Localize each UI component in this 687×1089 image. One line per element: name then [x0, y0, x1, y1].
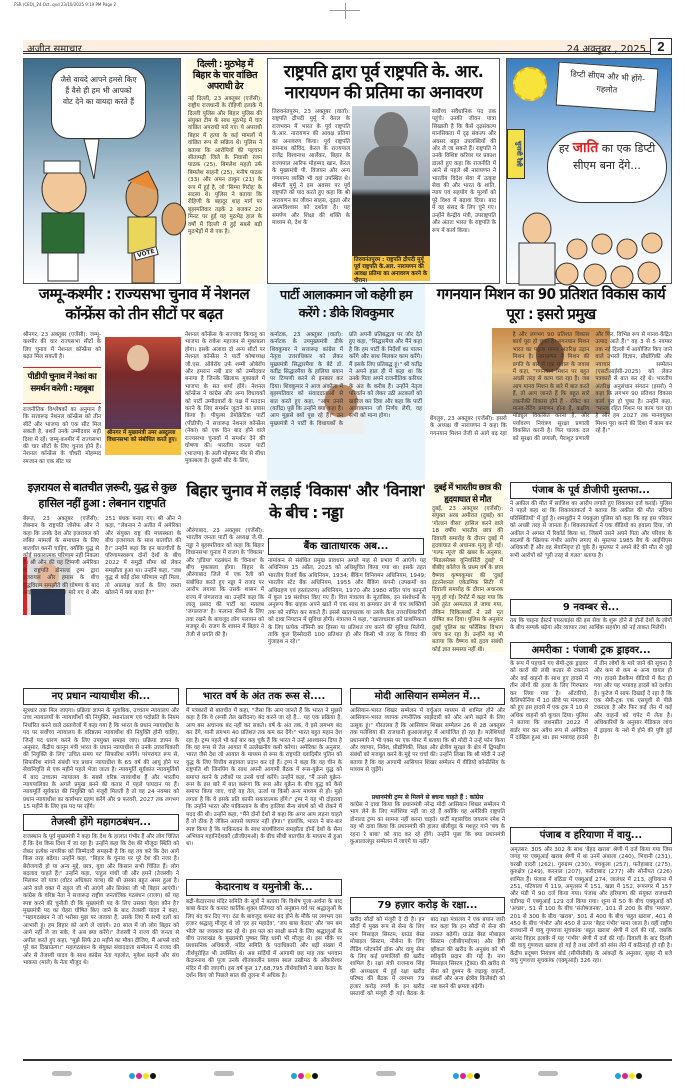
section-heading: बैंक खाताधारक अब...: [268, 538, 424, 555]
rally-banner: चुनावी रैली: [507, 129, 525, 179]
crowd-illustration: [507, 199, 673, 285]
speech-bubble: हर जाति का एक डिप्टी सीएम बना देंगे...: [547, 131, 667, 203]
page-header: [23, 40, 672, 54]
cartoon-left: [23, 58, 181, 284]
article-body: खरीद सौदों को मंजूरी दे दी है। इन सौदों में मुख्य रूप से सेना के लिए नाग मिसाइल सिस्टम, ग्राउंड बेस्ड मोबाइल सिस्टम, नौसेना के लिए लैंडिंग प्लेटफॉर्म डॉक और वायु सेना के लिए कई प्रणालियों की खरीद शामिल है। रक्षा मंत्री राजनाथ सिंह की अध्यक्षता में हुई रक्षा खरीद परिषद की बैठक में लगभग 79 हजार करोड़ रुपये के इन खरीद प्रस्तावों को मंजूरी दी गई। बैठक के बाद रक्षा मंत्रालय ने एक बयान जारी कर कहा कि इन सौदों से सेना की ताकत बढ़ेगी। ग्राउंड बेस्ड मोबाइल सिस्टम (जीबीएमईएस) और हैवी व्हीकल की खरीद के अनुबंध को भी स्वीकृति प्रदान की गई है। नाग मिसाइल सिस्टम (ट्रैक्ड) की खरीद से सेना को दुश्मन के लड़ाकू वाहनों, बंकरों और अन्य क्षेत्रीय किलेबंदी को नष्ट करने की क्षमता बढ़ेगी।: [350, 917, 505, 998]
headline-board: डिप्टी सीएम और भी होंगे- गहलोत: [556, 62, 659, 113]
article-body: कांग्रेस ने दावा किया कि प्रधानमंत्री नरेन्द्र मोदी आसियान शिखर सम्मेलन में भाग लेने के लिए मलेशिया नहीं जा रहे हैं क्योंकि वह अमेरिकी राष्ट्रपति डोनाल्ड ट्रम्प का सामना नहीं करना चाहते। पार्टी महासचिव जयराम रमेश ने यह भी दावा किया कि प्रधानमंत्री की हालत बॉलीवुड के मशहूर गाने 'बच के रहना रे बाबा' को याद कर रहे होंगे। उन्होंने पूछा कि क्या प्रधानमंत्री कुआलालंपुर सम्मेलन में जाएंगे या नहीं?: [350, 802, 505, 846]
article-body: तिरुवनंतपुरम, 23 अक्तूबर (वार्ता): राष्ट्रपति द्रौपदी मुर्मू ने केरल के राजभवन में भारत के पूर्व राष्ट्रपति के.आर. नारायणन की आवक्ष प्रतिमा का अनावरण किया। पूर्व राष्ट्रपति रामनाथ कोविंद, केरल के राज्यपाल राजेंद्र विश्वनाथ आर्लेकर, बिहार के राज्यपाल आरिफ मोहम्मद खान, केरल के मुख्यमंत्री पी. विजयन और अन्य गणमान्य व्यक्ति भी वहां उपस्थित थे। श्रीमती मुर्मू ने इस अवसर पर पूर्व राष्ट्रपति को याद करते हुए कहा कि श्री नारायणन का जीवन साहस, दृढ़ता और आत्मविश्वास को दर्शाता है। यह समर्पण और शिक्षा की शक्ति के माध्यम से, देश के: [272, 109, 350, 227]
subheading: प्रधानमंत्री ट्रम्प से मिलने से बचना चाहते हैं : कांग्रेस: [371, 794, 484, 801]
article-body: नई दिल्ली, 23 अक्तूबर (एजेंसी): राष्ट्रीय राजधानी के रोहिणी इलाके में दिल्ली पुलिस और बिहार पुलिस की संयुक्त टीम के साथ मुठभेड़ में चार वांछित अपराधी मारे गए। ये अपराधी बिहार में हत्या के कई मामलों में वांछित रूप से सक्रिय थे। पुलिस ने बताया कि आरोपियों की पहचान सीतामढ़ी जिले के निवासी रंजन पाठक (25), बिमलेश महतो उर्फ बिमलेश साहनी (25), मनीष पाठक (33) और अमन ठाकुर (21) के रूप में हुई है, जो 'सिग्मा गिरोह' के सदस्य थे। पुलिस ने बताया कि रोहिणी के बहादुर शाह मार्ग पर बृहस्पतिवार तड़के 2 बजकर 20 मिनट पर हुई यह मुठभेड़ हाल के वर्षों में दिल्ली में हुई सबसे बड़ी मुठभेड़ों में से एक है।: [188, 95, 262, 236]
section-heading: पंजाब के पूर्व डीजीपी मुस्तफा...: [510, 482, 672, 499]
headline: इज़रायल से बातचीत ज़रूरी, युद्ध से कुछ हासिल नहीं हुआ : लेबनान राष्ट्रपति: [27, 481, 177, 510]
article-body: आसियान-भारत शिखर सम्मेलन में वर्चुअल माध्यम से शामिल होने और आसियान-भारत व्यापक रणनीतिक साझेदारी को और आगे बढ़ाने के लिए उत्सुक हूं।" गौरतलब है कि आसियान शिखर सम्मेलन 26 से 28 अक्तूबर तक मलेशिया की राजधानी कुआलालंपुर में आयोजित हो रहा है। मलेशियाई प्रधानमंत्री ने भी एक्स पर एक पोस्ट में बताया कि श्री मोदी ने उन्हें फोन किया और व्यापार, निवेश, प्रौद्योगिकी, शिक्षा और क्षेत्रीय सुरक्षा के क्षेत्र में द्विपक्षीय संबंधों को मजबूत करने के मुद्दे पर चर्चा की। उन्होंने लिखा कि श्री मोदी ने उन्हें बताया है कि वह आगामी आसियान शिखर सम्मेलन में वीडियो कॉन्फ्रेंसिंग के माध्यम से जुड़ेंगे।: [350, 708, 505, 774]
article-body: राजस्थान के पूर्व मुख्यमंत्री ने कहा कि देश के हालात गंभीर हैं और लोग चिंतित हैं कि देश किस दिशा में जा रहा है। उन्होंने कहा कि देश की मौजूदा स्थिति को लेकर प्रत्येक नागरिक को जिम्मेदारी समझनी है कि वह तय करे कि देश आगे किस तरह बढ़ेगा। उन्होंने कहा, "बिहार के चुनाव पर पूरे देश की नजर है। बेरोजगारी हो या अन्य मुद्दे, छात्र, युवा और किसान सभी चिंतित हैं। लोग बदलाव चाहते हैं।" उन्होंने कहा, 'राहुल गांधी जी और हमने (तेजस्वी) ने मिलकर जो यात्रा (वोटर अधिकार यात्रा) की थी उसका बहुत असर हुआ है। आने वाले वक्त में राहुल जी भी आएंगे और प्रियंका जी भी बिहार आएंगी।' कांग्रेस के वरिष्ठ नेता ने सत्तारूढ़ राष्ट्रीय जनतांत्रिक गठबंधन (राजग) को यह स्पष्ट करने की चुनौती दी कि मुख्यमंत्री पद के लिए उसका चेहरा कौन है? मुख्यमंत्री पद का चेहरा घोषित किए जाने के बाद तेजस्वी यादव ने कहा, "महागठबंधन ने जो भरोसा मुझ पर जताया है, उसके लिए मैं सभी दलों का आभारी हूं। हम बिहार को आगे ले जाएंगे। 20 साल में जो लोग बिहार को आगे नहीं ले जा सके, वे अब क्या करेंगे।" तेजस्वी ने राज्य की जनता से अपील करते हुए कहा, "मुझे सिर्फ 20 महीने का मौका दीजिए, मैं आपसे वादे पूरे कर दिखाऊंगा।" महागठबंधन के संयुक्त संवाददाता सम्मेलन में राजद की ओर से तेजस्वी यादव के साथ कांग्रेस नेता गहलोत, मुकेश सहनी और संघ भाकपा (माले) के नेता मौजूद थे।: [23, 834, 179, 966]
section-heading: 9 नवम्बर से...: [510, 599, 672, 616]
article-body: सूत्रधार तक मिल जाएगा। प्रक्रिया ज्ञापन के मुताबिक, उच्चतम न्यायालय और उच्च न्यायालयों के न्यायाधीशों की नियुक्ति, स्थानांतरण एवं पदोन्नति के नियम निर्धारित करने वाले दस्तावेजों में कहा गया है कि भारत के प्रधान न्यायाधीश के पद पर सर्वोच्च न्यायालय के वरिष्ठतम न्यायाधीश की नियुक्ति होनी चाहिए, जिन्हें पद धारण करने के लिए उपयुक्त समझा जाए। प्रक्रिया ज्ञापन के अनुसार, केंद्रीय कानून मंत्री भारत के प्रधान न्यायाधीश से उनके उत्तराधिकारी की नियुक्ति के लिए 'उचित समय पर' सिफारिश मांगेंगे। परंपरागत रूप से, सिफारिश मांगने संबंधी पत्र प्रधान न्यायाधीश के 65 वर्ष की आयु होने पर सेवानिवृत्ति से एक महीने पहले भेजा जाता है। न्यायमूर्ति सूर्यकांत न्यायमूर्तियों में बाद उच्चतम न्यायालय के सबसे वरिष्ठ न्यायाधीश हैं और भारतीय न्यायपालिका के अगले प्रमुख बनने की कतार में पहले पायदान पर हैं। न्यायमूर्ति सूर्यकांत की नियुक्ति को मंजूरी मिलती है तो वह 24 नवम्बर को प्रधान न्यायाधीश का कार्यभार ग्रहण करेंगे और 9 फरवरी, 2027 तक लगभग 15 महीने के लिए इस पद पर रहेंगे।: [23, 708, 179, 811]
story-dk-shivakumar: [267, 284, 425, 480]
crop-mark: [345, 3, 346, 19]
statue-photo: [352, 106, 430, 256]
headline: जम्मू-कश्मीर : राज्यसभा चुनाव में नेशनल कॉन्फ्रेंस को तीन सीटों पर बढ़त: [38, 285, 250, 323]
article-body: दुबई, 23 अक्तूबर (एजेंसी): संयुक्त अरब अमीरात (दुबई) का 'गोल्डन वीसा' हासिल करने वाले 18 वर्षीय भारतीय छात्र की दिवाली समारोह के दौरान दुबई में हृदयाघात से अचानक मृत्यु हो गई। 'गल्फ न्यूज' की खबर के अनुसार, 'मिडलसेक्स यूनिवर्सिटी दुबई' में बीबीए कॉलेज के प्रथम वर्ष के छात्र वैष्णव कृष्णकुमार की 'दुबई इंटरनेशनल एकेडमिक सिटी' में दिवाली समारोह के दौरान अचानक मृत्यु हो गई। रिपोर्ट में कहा गया कि उसे तुरंत अस्पताल ले जाया गया, लेकिन चिकित्सकों ने उसे मृत घोषित कर दिया। पुलिस के अनुसार दुबई पुलिस का फोरेंसिक विभाग जांच कर रहा है। उन्होंने यह भी बताया कि वैष्णव को हृदय संबंधी कोई ज्ञात समस्या नहीं थी।: [432, 506, 503, 653]
story-isro-gaganyaan: [430, 284, 672, 480]
article-body: बद्री-केदारनाथ मंदिर समिति के सूत्रों ने बताया कि विशेष पूजा-अर्चना के बाद बाबा केदार के कपाट कार्तिक शुक्ल प्रतिपदा को अनुष्ठान पर्व पर श्रद्धालुओं के लिए बंद कर दिए गए। ठंड के बावजूद कपाट बंद होने के मौके पर लगभग दस हजार श्रद्धालु मौजूद थे जो 'हर हर महादेव', 'जय बाबा केदार' और 'बम बम भोले' का जयकारा कर रहे थे। इस पल का साक्षी बनने के लिए श्रद्धालुओं के बीच उत्तराखंड के मुख्यमंत्री पुष्कर सिंह धामी भी मौजूद थे। इस मौके पर प्रशासनिक अधिकारी, मंदिर समिति के पदाधिकारी और बड़ी संख्या में तीर्थपुरोहित भी उपस्थित थे। अब सर्दियों में आगामी छह माह तक भगवान केदारनाथ की पूजा उनके शीतकालीन प्रवास स्थल उखीमठ के ओंकारेश्वर मंदिर में की जाएगी। इस वर्ष कुल 17,68,795 तीर्थयात्रियों ने बाबा केदार के दर्शन किए जो पिछले साल की तुलना में अधिक है।: [186, 899, 342, 980]
omar-abdullah-photo: [105, 337, 181, 429]
section-heading: नए प्रधान न्यायाधीश की...: [23, 688, 179, 705]
article-body: श्रीनगर, 23 अक्तूबर (एजेंसी): जम्मू-कश्मीर की चार राज्यसभा सीटों के लिए चुनाव में नेशनल कॉन्फ्रेंस को बढ़त मिल सकती है।: [23, 332, 101, 361]
article-body: के रूप में पहचाने गए सेमी-ट्रक ड्राइवर को कारों की लंबी कतार से टकराने और कई वाहनों के साथ हुए हादसे में तीन लोगों की हत्या के लिए गिरफ्तार कर लिया गया है। ओंटारियो, कैलिफोर्निया में 10 फ्रीवे पर मंगलवार को हुए इस हादसे में एक ट्रक ने 10 से अधिक वाहनों को कुचल दिया। पुलिस ने बताया कि जशनप्रीत 2022 में बार्डर पार कर अवैध रूप से अमेरिका में दाखिल हुआ था। इस भयावह हादसे में तीन लोगों के मारे जाने की सूचना है और कम से कम 4 अन्य घायल हो गए। हादसे डैशकैम वीडियो में कैद हो गया और यह भयावह हादसे को दर्शाता है। फुटेज में साफ दिखाई दे रहा है कि एक सेमी-ट्रक एक एसयूवी से पीछे टकराता है और फिर कई लेन में कई और वाहनों को चपेट में लेता है। अधिकारियों के अनुसार मेडिकल जांच में ड्राइवर के नशे में होने की पुष्टि हुई है।: [510, 661, 672, 742]
headline: दुबई में भारतीय छात्र की हृदयाघात से मौत: [434, 483, 501, 505]
page-number: 2: [650, 38, 672, 55]
story-lebanon-president: [23, 480, 181, 650]
photo-caption: श्रीनगर में मुख्यमंत्री उमर अब्दुल्ला विधानसभा को संबोधित करते हुए।: [105, 429, 181, 455]
article-body-continued: सर्वोच्च संवैधानिक पद तक पहुंचे। उनकी जीवन यात्रा सिखाती है कि कैसे दृढ़संकल्प मानसिकता में दृढ़ संकल्प और अवसर बहुत उपलब्धियों की ओर ले जा सकते हैं। राष्ट्रपति ने उनके विशिष्ट करियर पर प्रकाश डालते हुए कहा कि राजनीति में आने से पहले श्री नारायणन ने भारतीय विदेश सेवा में उत्कृष्ट सेवा की और भारत के शांति, न्याय एवं सहयोग के मूल्यों को पूरे विश्व में बढ़ावा दिया। बाद में वह संसद के लिए चुने गए। उन्होंने केन्द्रीय मंत्री, उपराष्ट्रपति और अंततः भारत के राष्ट्रपति के रूप में कार्य किया।: [432, 109, 496, 234]
headline: गगनयान मिशन का 90 प्रतिशत विकास कार्य पूरा : इसरो प्रमुख: [436, 285, 666, 323]
section-heading: तेजस्वी होंगे महागठबंधन...: [23, 814, 179, 831]
section-heading: मोदी आसियान सम्मेलन में...: [350, 688, 505, 705]
highlight-word: जाति: [572, 140, 599, 156]
story-delhi-encounter: [186, 58, 264, 284]
article-body: बेरूत, 23 अक्तूबर (एजेंसी): लेबनान के राष्ट्रपति जोसेफ औन ने कहा कि उनके देश और इजरायल को लंबित मामलों के समाधान के लिए बातचीत करनी चाहिए, क्योंकि युद्ध से कोई सकारात्मक परिणाम नहीं निकला है। श्री औन की यह टिप्पणी अमेरिका के राष्ट्रपति डोनाल्ड ट्रम्प द्वारा इजरायल और हमास के बीच युद्धविराम समझौते की घोषणा के बाद आई है। 1,200 लोग मारे गए थे और 251 बंधक बनाए गए। श्री औन ने कहा, "लेबनान ने अतीत में अमेरिका और संयुक्त राष्ट्र की मध्यस्थता के बीच इजरायल के साथ बातचीत की है।" उन्होंने कहा कि इन बातचीतों के परिणामस्वरूप दोनों देशों के बीच 2022 में समुद्री सीमा को लेकर समझौता हुआ था। उन्होंने कहा, "जब युद्ध से कोई ठोस परिणाम नहीं मिला, तो अप्रत्यक्ष वार्ता के लिए रास्ता खोलने में क्या बाधा है?": [23, 516, 181, 597]
article-body: बेंगलुरु, 23 अक्तूबर (एजेंसी): इसरो के अध्यक्ष वी नारायणन ने कहा कि गगनयान मिशन तेजी से आगे बढ़ रहा है और लगभग 90 प्रतिशत विकास कार्य पूरा हो चुका है। गगनयान मिशन भारत का पहला मानव अंतरिक्ष उड़ान मिशन है। नारायणन ने मिशन की प्रगति के बारे में एक सवाल के जवाब में कहा, "गगनयान मिशन पर बहुत अच्छी तरह से काम चल रहा है। जब आप मानव मिशन के बारे में बात करते हैं, तो आप जानते हैं कि बहुत सारे तकनीकी विकास होने हैं - रॉकेट का मानव-रेटिंग प्रमाणन होना है, कक्षीय मॉड्यूल विकसित करना है, और पर्यावरण नियंत्रण सुरक्षा प्रणाली विकसित करनी है। फिर चालक दल को सुरक्षा की प्रणाली, पैराशूट प्रणाली और फिर, विभिन्न रूप से मानव-केंद्रित उत्पाद आते हैं।" वह 3 से 5 नवम्बर तक नई दिल्ली में आयोजित किए जाने वाले उभरते विज्ञान, प्रौद्योगिकी और नवाचार सम्मेलन (एसटीआईसी-2025) को लेकर पत्रकारों से बात कर रहे थे। भारतीय अंतरिक्ष अनुसंधान संगठन (इसरो) ने कहा कि लगभग 90 प्रतिशत विकास कार्य पूरा हो चुका है। उन्होंने कहा, "मानव रहित मिशन पर काम चल रहा है और हम 2027 तक मानवयुक्त मिशन पूरा करने की दिशा में काम कर रहे हैं।": [430, 332, 672, 442]
cartoon-right: [506, 58, 672, 284]
newspaper-name: अजीत समाचार: [27, 44, 82, 55]
vote-sign: VOTE: [133, 246, 158, 261]
section-heading: अमरीका : पंजाबी ट्रक ड्राइवर...: [510, 642, 672, 659]
photo-caption: तिरुवनंतपुरम : राष्ट्रपति द्रौपदी मुर्मू पूर्व राष्ट्रपति के.आर. नारायणन की आवक्ष प्रतिमा का अनावरण करने के दौरान।: [352, 256, 430, 281]
story-bihar-nadda: [186, 480, 426, 652]
article-body: नामांकन से संबंधित प्रमुख प्रावधान अगले माह से प्रभाव में आएंगे। यह अधिनियम 15 अप्रैल, 2025 को अधिसूचित किया गया था। इसके तहत भारतीय रिजर्व बैंक अधिनियम, 1934; बैंकिंग विनियमन अधिनियम, 1949; भारतीय स्टेट बैंक अधिनियम, 1955 और बैंकिंग कंपनी (उपक्रमों का अधिग्रहण एवं हस्तांतरण) अधिनियम, 1970 और 1980 सहित पांच कानूनों में कुल 19 संशोधन किए गए हैं। वित्त मंत्रालय के मुताबिक, इन संशोधनों के अनुरूप बैंक ग्राहक अपने खाते में एक साथ या क्रमवार ढंग से चार व्यक्तियों तक को नामित कर सकते हैं। इससे खाताधारक या उसके कैश उत्तराधिकारियों को दावा निपटान में सुविधा होगी। मंत्रालय ने कहा, "खाताधारक को प्राथमिकता के लिए प्रत्येक नॉमिनी का हिस्सा या प्रतिशत तय करने की सुविधा मिलेगी, ताकि कुल हिस्सेदारी 100 प्रतिशत हो और किसी भी तरह के विवाद की गुंजाइश न रहे।": [268, 558, 426, 646]
story-dubai-student: [430, 480, 505, 652]
section-heading: भारत वर्ष के अंत तक रूस से....: [186, 688, 342, 705]
print-slug: FSR (CED)_24 Oct..qxd 23/10/2025 9:19 PM Page 2: [14, 2, 117, 7]
issue-date: 24 अक्तूबर , 2025: [566, 44, 646, 55]
article-body-continued: नेशनल कॉन्फ्रेंस के सज्जाद किचलू का भाजपा के राकेश महाजन से मुकाबला होगा। इसके अलावा दो अन्य सीटों पर नेशनल कॉन्फ्रेंस ने पार्टी कोषाध्यक्ष जी.एस. ओबेरॉय उर्फ शम्मी ओबेरॉय और इमरान नबी डार को उम्मीदवार बनाया है जिनके खिलाफ मुकाबले में भाजपा के सत शर्मा होंगे। नेशनल कॉन्फ्रेंस ने कांग्रेस और अन्य विधायकों को पार्टी उम्मीदवारों के पक्ष में मतदान करने के लिए समर्थन जुटाने का प्रयास किया है। पीपुल्स डेमोक्रेटिक पार्टी (पीडीपी) ने सत्तारूढ़ नेशनल कॉन्फ्रेंस (नेकां) को एक दिन बाद होने वाले राज्यसभा चुनावों में समर्थन देने की घोषणा की। भारतीय जनता पार्टी (भाजपा) के अली मोहम्मद मीर से सीधा मुकाबला है। दूसरी सीट के लिए,: [185, 332, 265, 464]
story-president-statue: [267, 58, 500, 284]
politician-figures-illustration: [24, 139, 182, 285]
footer-rule: [23, 1059, 672, 1061]
story-jk-rajya-sabha: [23, 284, 265, 480]
article-body: राजनीतिक विश्लेषकों का अनुमान है कि सत्तारूढ़ नेशनल कॉन्फ्रेंस को तीन सीटें और भाजपा को एक सीट मिल सकती है, बशर्ते उनके उम्मीदवार सही दिशा में रहें। जम्मू-कश्मीर में राज्यसभा की चार सीटों के लिए चुनाव होने हैं। नेशनल कॉन्फ्रेंस के चौधरी मोहम्मद रमजान का एक सीट पर: [23, 407, 101, 465]
article-body: में पत्रकारों से बातचीत में कहा, "जैसा कि आप जानते हैं कि भारत ने मुझसे कहा है कि वे (रूसी तेल खरीदना) बंद करने जा रहे हैं... यह एक प्रक्रिया है, आप बस अचानक बंद नहीं कर सकते। वर्ष के अंत तक, वे इसे लगभग बंद कर देंगे, यानी लगभग 40 प्रतिशत तक कम कर देंगे।" भारत बहुत महान देश रहा है। ट्रम्प पहले भी कई बार कह चुके हैं कि भारत ने उन्हें आश्वासन दिया है कि वह रूस से तेल आयात में उल्लेखनीय कमी करेगा। अमेरिका के अनुसार, भारत जैसे देश जो आयात के माध्यम से रूस के राष्ट्रपति व्लादिमीर पुतिन को युद्ध के लिए वित्तीय सहायता प्रदान कर रहे हैं। ट्रम्प ने कहा कि वह चीन के राष्ट्रपति शी जिनपिंग के साथ अपनी आगामी बैठक में रूस-यूक्रेन युद्ध को समाप्त करने के तरीकों पर उनसे चर्चा करेंगे। उन्होंने कहा, "मैं उनसे यूक्रेन-रूस के इस बारे में बात करूंगा कि रूस और यूक्रेन के बीच युद्ध को कैसे समाप्त किया जाए, चाहे वह तेल, ऊर्जा या किसी अन्य माध्यम से हो। मुझे लगता है कि वे इसके प्रति काफी सकारात्मक होंगे।" ट्रम्प ने यह भी दोहराया कि उन्होंने भारत और पाकिस्तान के बीच हालिया सैन्य संघर्ष को भी रोकने में मदद की थी। उन्होंने कहा, "मैंने दोनों देशों से कहा कि अगर आप लड़ना चाहते हैं तो ठीक है लेकिन आपसे व्यापार नहीं होगा।" हालांकि, भारत ने बार-बार स्पष्ट किया है कि पाकिस्तान के साथ संघर्षविराम समझौता दोनों देशों के सैन्य अभियान महानिदेशकों (डीजीएमओ) के बीच सीधी बातचीत के माध्यम से हुआ था।: [186, 708, 342, 848]
sun-icon: [513, 67, 547, 101]
speech-bubble: जैसे वायदे आपने हमसे किए हैं वैसे ही हम भी आपको वोट देने का वायदा करते हैं: [51, 67, 146, 139]
article-body: तय कि चाइना ईस्टर्न एयरलाइंस की इस सेवा के शुरू होने से दोनों देशों के लोगों के बीच सम्पर्क बढ़ेगा और व्यापार तथा आर्थिक सहयोग को नई ताकत मिलेगी।: [510, 618, 672, 632]
color-registration-bar: [23, 1064, 672, 1083]
headline: बिहार चुनाव में लड़ाई 'विकास' और 'विनाश' के बीच : नड्डा: [186, 481, 426, 522]
headline: दिल्ली : मुठभेड़ में बिहार के चार वांछित अपराधी ढेर: [192, 59, 258, 92]
section-heading: केदारनाथ व यमुनोत्री के...: [186, 879, 342, 896]
section-heading: 79 हज़ार करोड़ के रक्षा...: [350, 897, 505, 914]
subhead-pdp: पीडीपी चुनाव में नेकां का समर्थन करेगी : महबूबा: [23, 367, 101, 404]
headline: पार्टी आलाकमान जो कहेगी हम करेंगे : डीके शिवकुमार: [280, 287, 412, 320]
article-body: औरंगाबाद, 23 अक्तूबर (एजेंसी): भारतीय जनता पार्टी के अध्यक्ष जे.पी. नड्डा ने बृहस्पतिवार को कहा कि बिहार विधानसभा चुनाव में राजग के 'विकास' और 'इंडिया' गठबंधन के 'विनाश' के बीच मुकाबला होगा। बिहार के औरंगाबाद जिले में एक रैली को संबोधित करते हुए नड्डा ने राजद पर आरोप लगाया कि उसके शासन में राज्य में जंगलराज था। उन्होंने कहा कि लालू प्रसाद की पार्टी का मतलब 'जंगलराज' है। फलाना सेंकने के लिए तवा रखने के बावजूद लोग पलायन को मजबूर थे। राजग के शासन में बिहार ने तेजी से प्रगति की है।: [186, 528, 264, 638]
article-body: कर्नाटक, 23 अक्तूबर (वार्ता): कर्नाटक के उपमुख्यमंत्री डीके शिवकुमार ने सत्तारूढ़ कांग्रेस में नेतृत्व उत्तराधिकार को लेकर मुख्यमंत्री सिद्धारमैया के बेटे डॉ. यतींद्र सिद्धारमैया के हालिया बयान पर टिप्पणी करने से इनकार कर दिया। शिवकुमार ने आज अंकोला में बृहस्पतिवार को संवाददाताओं से बात करते हुए कहा, "आप उनसे (यतींद्र) पूछें कि उन्होंने क्या कहा है। आप मुझसे क्यों पूछ रहे हैं।" उन मुख्यमंत्री ने पार्टी के विधायकों के प्रति अपनी प्रतिबद्धता पर जोर देते हुए कहा, "सिद्धारमैया और मैंने कहा है कि हम पार्टी के निर्देशों का पालन करेंगे और साथ मिलकर काम करेंगे। मैं इसके लिए प्रतिबद्ध हूं।" श्री यतींद्र ने अपने हाल ही में कहा था कि उनके पिता अपने राजनीतिक करियर के अंत के करीब हैं। उन्होंने नेतृत्व परिवर्तन को लेकर उठी अटकलों को खारिज कर दिया और कहा कि पार्टी आलाकमान जो निर्णय लेगी, वह सभी को मान्य होगा।: [270, 332, 422, 427]
section-heading: पंजाब व हरियाणा में वायु...: [510, 827, 672, 844]
article-body: ने अकील की मौत में साजिश का आरोप लगाते हुए शिकायत दर्ज कराई। पुलिस ने पहले कहा था कि शिकायतकर्ता ने बताया कि अकील की मौत 'संदिग्ध परिस्थितियों' में हुई है। शमशुद्दीन ने पंचकूला पुलिस को कहा कि वह इस परिवार को अच्छी तरह से जानता है। शिकायतकर्ता ने एक वीडियो का हवाला दिया, जो अकील ने अगस्त में रिकॉर्ड किया था, जिसमें उसने अपने पिता और परिवार के सदस्यों के खिलाफ गंभीर आरोप लगाए थे। मुस्तफा 1985 बैच के आईपीएस अधिकारी हैं और वह सेवानिवृत्त हो चुके हैं। मुस्तफा ने अपने बेटे की मौत से जुड़े सभी आरोपों को 'पूरी तरह से गलत' बताया है।: [510, 501, 672, 559]
article-body: अमृतसर: 305 और 302 के साथ 'बेहद खराब' श्रेणी में दर्ज किया गया जिस जगह पर एक्यूआई खराब श्रेणी में था उनमें अंबाला (240), भिवानी (231), चरखी दादरी (262), गुरुग्राम (230), पंचकूला (257), फतेहाबाद (275), कुरुक्षेत्र (249), करनाल (207), फरीदाबाद (277) और सोनीपत (226) शामिल हैं। पंजाब में बठिंडा में एक्यूआई 274, जालंधर में 213, लुधियाना में 251, पटियाला में 119, अमृतसर में 151, खन्ना में 152, रूपनगर में 157 और मंडी में 90 दर्ज किया गया। पंजाब और हरियाणा की संयुक्त राजधानी चंडीगढ़ में एक्यूआई 129 दर्ज किया गया। शून्य से 50 के बीच एक्यूआई को 'अच्छा', 51 से 100 के बीच 'संतोषजनक', 101 से 200 के बीच 'मध्यम', 201 से 300 के बीच 'खराब', 301 से 400 के बीच 'बहुत खराब', 401 से 450 के बीच 'गंभीर' और 450 से ऊपर 'बेहद गंभीर' माना जाता है। वहीं राष्ट्रीय राजधानी में वायु गुणवत्ता सूचकांक 'बहुत खराब' श्रेणी में दर्ज की गई, जबकि आनंद विहार इलाके में यह 'गंभीर' श्रेणी में दर्ज की गई। दिवाली के बाद दिल्ली की वायु गुणवत्ता खराब हो गई है तथा लोगों को सांस लेने में कठिनाई हो रही है। केंद्रीय प्रदूषण नियंत्रण बोर्ड (सीपीसीबी) के आंकड़ों के अनुसार, सुबह नौ बजे वायु गुणवत्ता सूचकांक (एक्यूआई) 326 रहा।: [510, 847, 672, 965]
headline: राष्ट्रपति द्वारा पूर्व राष्ट्रपति के. आर. नारायणन की प्रतिमा का अनावरण: [283, 62, 484, 103]
